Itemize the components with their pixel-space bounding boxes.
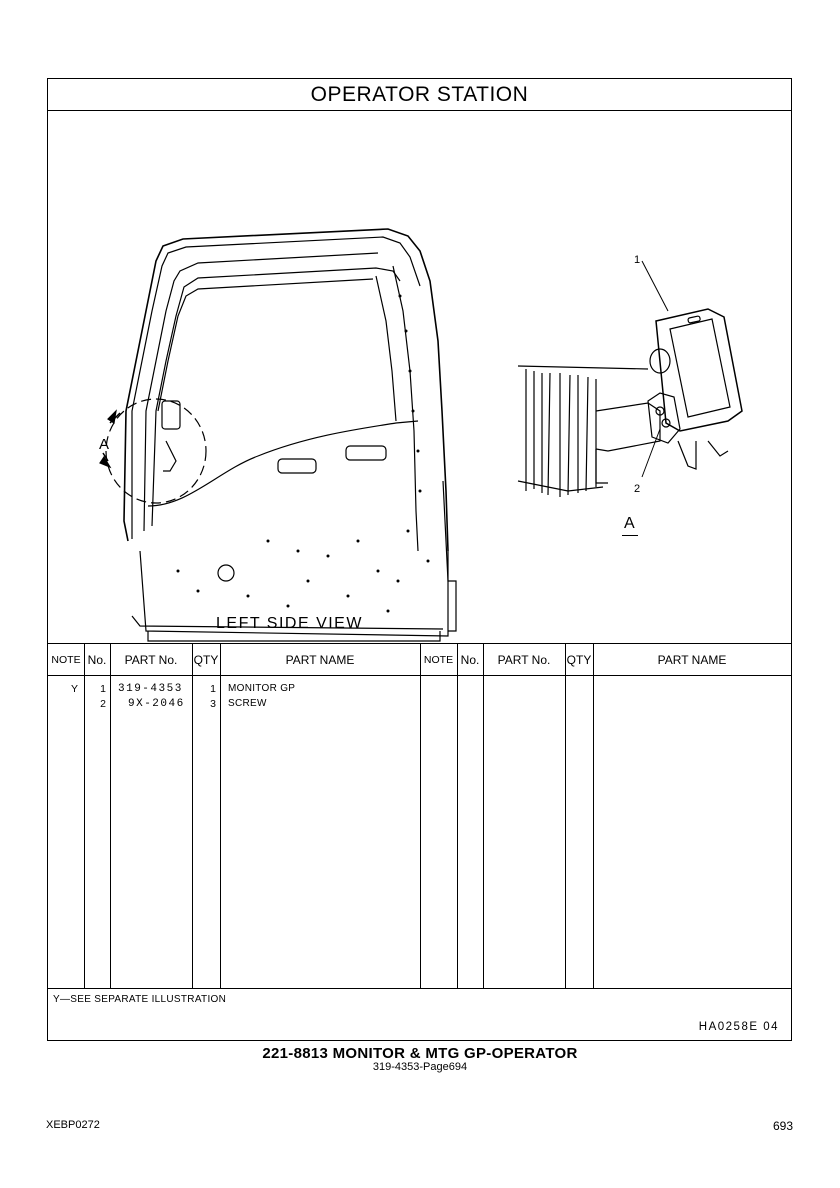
group-subcaption: 319-4353-Page694 <box>372 1061 468 1073</box>
parts-table <box>48 643 791 988</box>
view-label: LEFT SIDE VIEW <box>216 615 363 632</box>
row-1-qty: 1 <box>210 683 216 695</box>
row-2-name: SCREW <box>228 698 267 709</box>
cab-illustration <box>48 111 793 643</box>
header-part-no-2: PART No. <box>483 644 565 676</box>
header-note-2: NOTE <box>420 644 457 676</box>
footnote-text: Y—SEE SEPARATE ILLUSTRATION <box>53 994 227 1005</box>
row-1-no: 1 <box>100 683 106 695</box>
row-1-part-no: 319-4353 <box>118 683 183 695</box>
column-divider <box>110 644 111 989</box>
header-qty-2: QTY <box>565 644 593 676</box>
detail-a-callout: A <box>99 436 110 453</box>
row-2-note <box>48 697 78 712</box>
callout-item-1: 1 <box>634 254 641 266</box>
cab-left-side-view <box>124 229 456 641</box>
header-part-name-2: PART NAME <box>593 644 791 676</box>
header-note: NOTE <box>48 644 84 676</box>
header-part-no: PART No. <box>110 644 192 676</box>
detail-a-underline <box>622 535 638 536</box>
group-caption: 221-8813 MONITOR & MTG GP-OPERATOR <box>262 1045 578 1062</box>
parts-illustration <box>48 111 791 643</box>
header-no-2: No. <box>457 644 483 676</box>
detail-a-marker <box>99 399 206 503</box>
monitor-detail-a <box>518 254 742 497</box>
column-divider <box>483 644 484 989</box>
header-no: No. <box>84 644 110 676</box>
row-2-qty: 3 <box>210 698 216 710</box>
detail-a-label: A <box>624 515 635 532</box>
page-number: 693 <box>772 1119 793 1133</box>
column-divider <box>593 644 594 989</box>
header-qty: QTY <box>192 644 220 676</box>
document-code: XEBP0272 <box>46 1119 100 1131</box>
row-2-part-no: 9X-2046 <box>128 698 185 710</box>
row-1-note: Y <box>70 683 78 695</box>
column-divider <box>220 644 221 989</box>
row-2-no: 2 <box>100 698 106 710</box>
column-divider <box>565 644 566 989</box>
page-title: OPERATOR STATION <box>48 79 791 111</box>
footnote-section <box>48 988 791 1042</box>
row-1-name: MONITOR GP <box>228 683 296 694</box>
column-divider <box>420 644 421 989</box>
header-part-name: PART NAME <box>220 644 420 676</box>
column-divider <box>457 644 458 989</box>
callout-item-2: 2 <box>634 483 641 495</box>
illustration-ref-code: HA0258E 04 <box>698 1021 779 1033</box>
parts-page-frame <box>47 78 792 1041</box>
